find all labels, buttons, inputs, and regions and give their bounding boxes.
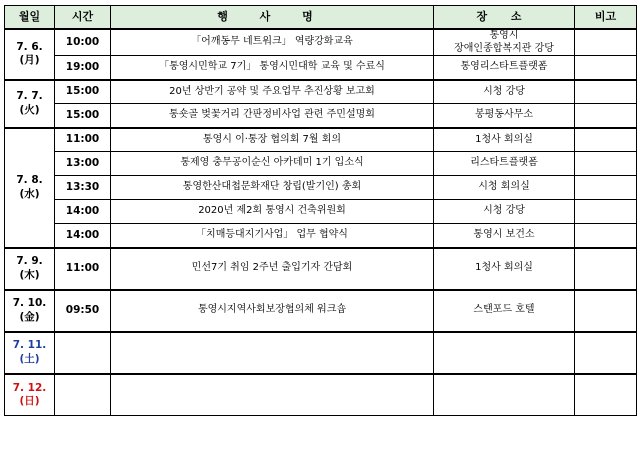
header-place: 장 소 — [434, 6, 575, 30]
note-cell — [575, 104, 637, 128]
day-weekday: (月) — [19, 54, 40, 67]
note-cell — [575, 80, 637, 104]
table-row — [5, 290, 637, 332]
note-cell — [575, 332, 637, 374]
table-row — [5, 224, 637, 248]
day-cell — [5, 128, 55, 248]
time-cell: 15:00 — [55, 104, 111, 128]
place-cell: 봉평동사무소 — [434, 104, 575, 128]
day-cell — [5, 290, 55, 332]
event-cell — [111, 332, 434, 374]
day-date: 7. 9. — [16, 255, 43, 268]
place-cell: 통영시 장애인종합복지관 강당 — [434, 29, 575, 56]
place-cell: 1청사 회의실 — [434, 248, 575, 290]
header-event: 행 사 명 — [111, 6, 434, 30]
event-cell: 「치매등대지기사업」 업무 협약식 — [111, 224, 434, 248]
day-weekday: (火) — [19, 103, 40, 116]
note-cell — [575, 374, 637, 416]
time-cell: 11:00 — [55, 128, 111, 152]
event-cell: 2020년 제2회 통영시 건축위원회 — [111, 200, 434, 224]
event-cell — [111, 374, 434, 416]
note-cell — [575, 152, 637, 176]
event-cell: 통숏골 벚꽃거리 간판정비사업 관련 주민설명회 — [111, 104, 434, 128]
schedule-document — [4, 5, 637, 416]
table-row — [5, 200, 637, 224]
header-date: 월일 — [5, 6, 55, 30]
place-cell: 시청 강당 — [434, 200, 575, 224]
place-cell: 시청 회의실 — [434, 176, 575, 200]
time-cell: 09:50 — [55, 290, 111, 332]
day-date: 7. 12. — [12, 381, 47, 394]
note-cell — [575, 56, 637, 80]
day-weekday: (土) — [19, 352, 40, 365]
time-cell: 15:00 — [55, 80, 111, 104]
time-cell — [55, 332, 111, 374]
table-row — [5, 332, 637, 374]
table-row — [5, 374, 637, 416]
table-row — [5, 29, 637, 56]
note-cell — [575, 290, 637, 332]
table-row — [5, 176, 637, 200]
time-cell: 14:00 — [55, 200, 111, 224]
event-cell: 통영시지역사회보장협의체 워크숍 — [111, 290, 434, 332]
event-cell: 통제영 충무공이순신 아카데미 1기 입소식 — [111, 152, 434, 176]
place-cell — [434, 332, 575, 374]
place-cell — [434, 374, 575, 416]
day-cell — [5, 29, 55, 80]
event-cell: 통영시 이·통장 협의회 7월 회의 — [111, 128, 434, 152]
note-cell — [575, 29, 637, 56]
day-date: 7. 10. — [12, 297, 47, 310]
day-date: 7. 11. — [12, 339, 47, 352]
event-cell: 민선7기 취임 2주년 출입기자 간담회 — [111, 248, 434, 290]
table-row — [5, 248, 637, 290]
event-cell: 「어깨동무 네트워크」 역량강화교육 — [111, 29, 434, 56]
event-cell: 통영한산대첩문화재단 창립(발기인) 총회 — [111, 176, 434, 200]
place-cell: 1청사 회의실 — [434, 128, 575, 152]
day-weekday: (水) — [19, 187, 40, 200]
day-cell — [5, 332, 55, 374]
table-row — [5, 128, 637, 152]
note-cell — [575, 176, 637, 200]
note-cell — [575, 200, 637, 224]
place-cell: 시청 강당 — [434, 80, 575, 104]
time-cell — [55, 374, 111, 416]
table-row — [5, 152, 637, 176]
day-cell — [5, 80, 55, 128]
event-cell: 「통영시민학교 7기」 통영시민대학 교육 및 수료식 — [111, 56, 434, 80]
header-time: 시간 — [55, 6, 111, 30]
time-cell: 13:00 — [55, 152, 111, 176]
day-cell — [5, 374, 55, 416]
table-row — [5, 56, 637, 80]
day-date: 7. 7. — [16, 90, 43, 103]
table-row — [5, 104, 637, 128]
time-cell: 11:00 — [55, 248, 111, 290]
place-cell: 통영리스타트플랫폼 — [434, 56, 575, 80]
day-weekday: (木) — [19, 268, 40, 281]
time-cell: 14:00 — [55, 224, 111, 248]
day-weekday: (金) — [19, 310, 40, 323]
note-cell — [575, 248, 637, 290]
note-cell — [575, 128, 637, 152]
day-weekday: (日) — [19, 394, 40, 407]
header-note: 비고 — [575, 6, 637, 30]
day-cell — [5, 248, 55, 290]
place-cell: 통영시 보건소 — [434, 224, 575, 248]
day-date: 7. 6. — [16, 41, 43, 54]
day-date: 7. 8. — [16, 174, 43, 187]
header-row — [5, 6, 637, 30]
event-cell: 20년 상반기 공약 및 주요업무 추진상황 보고회 — [111, 80, 434, 104]
time-cell: 19:00 — [55, 56, 111, 80]
time-cell: 10:00 — [55, 29, 111, 56]
schedule-table — [4, 5, 637, 416]
place-cell: 리스타트플랫폼 — [434, 152, 575, 176]
note-cell — [575, 224, 637, 248]
time-cell: 13:30 — [55, 176, 111, 200]
schedule-body — [5, 29, 637, 416]
table-row — [5, 80, 637, 104]
place-cell: 스탠포드 호텔 — [434, 290, 575, 332]
